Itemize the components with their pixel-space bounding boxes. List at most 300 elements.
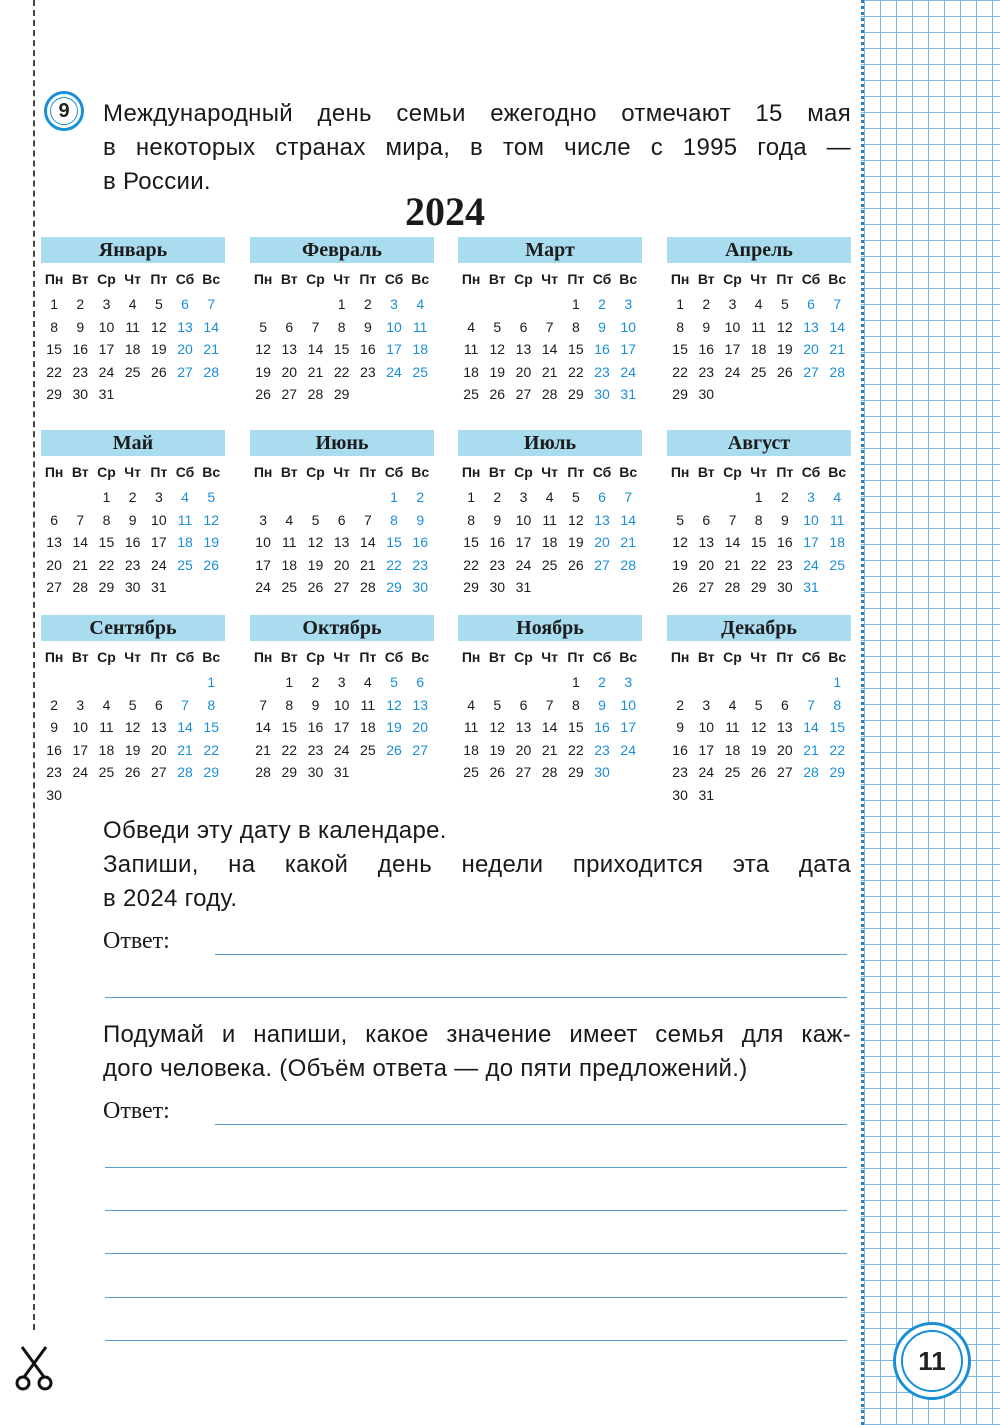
- calendar-day[interactable]: 3: [702, 696, 711, 713]
- calendar-day[interactable]: 16: [46, 741, 62, 758]
- calendar-day[interactable]: 25: [541, 556, 558, 573]
- calendar-day[interactable]: [667, 671, 693, 694]
- calendar-day[interactable]: 6: [181, 296, 189, 312]
- calendar-day[interactable]: 28: [255, 764, 271, 780]
- calendar-day[interactable]: 13: [777, 719, 793, 735]
- calendar-day[interactable]: 13: [177, 318, 193, 335]
- calendar-day[interactable]: [798, 383, 824, 406]
- calendar-day[interactable]: 11: [751, 318, 766, 335]
- calendar-day[interactable]: 7: [545, 696, 554, 713]
- calendar-day[interactable]: 23: [124, 556, 141, 573]
- calendar-day[interactable]: [355, 486, 381, 509]
- calendar-day[interactable]: [67, 784, 93, 807]
- calendar-day[interactable]: [146, 784, 172, 807]
- calendar-day[interactable]: 7: [311, 318, 320, 335]
- calendar-day[interactable]: 25: [463, 386, 479, 402]
- calendar-day[interactable]: 4: [833, 489, 842, 505]
- calendar-day[interactable]: 19: [255, 363, 271, 380]
- calendar-day[interactable]: 12: [386, 696, 402, 713]
- calendar-day[interactable]: 17: [255, 556, 271, 573]
- calendar-day[interactable]: 5: [154, 296, 163, 312]
- calendar-day[interactable]: 31: [620, 386, 636, 402]
- calendar-day[interactable]: 12: [255, 341, 271, 357]
- calendar-day[interactable]: 2: [702, 296, 711, 312]
- calendar-day[interactable]: 6: [519, 696, 528, 713]
- calendar-day[interactable]: 29: [750, 579, 767, 595]
- calendar-day[interactable]: 23: [46, 764, 62, 780]
- calendar-day[interactable]: 24: [515, 556, 532, 573]
- calendar-day[interactable]: 11: [125, 318, 140, 335]
- calendar-day[interactable]: 8: [467, 511, 475, 528]
- calendar-day[interactable]: 23: [72, 363, 89, 380]
- calendar-day[interactable]: 14: [255, 719, 271, 735]
- calendar-day[interactable]: 16: [594, 341, 610, 357]
- calendar-day[interactable]: [746, 383, 772, 406]
- calendar-day[interactable]: 26: [386, 741, 402, 758]
- calendar-day[interactable]: [719, 784, 745, 807]
- calendar-day[interactable]: 26: [489, 386, 506, 402]
- calendar-day[interactable]: [589, 576, 615, 599]
- calendar-day[interactable]: 23: [777, 556, 793, 573]
- calendar-day[interactable]: 13: [515, 341, 532, 357]
- calendar-day[interactable]: 18: [281, 556, 298, 573]
- calendar-day[interactable]: 3: [390, 296, 398, 312]
- calendar-day[interactable]: 16: [307, 719, 324, 735]
- calendar-day[interactable]: [172, 383, 198, 406]
- calendar-day[interactable]: 21: [829, 341, 845, 357]
- calendar-day[interactable]: 9: [416, 511, 425, 528]
- calendar-day[interactable]: 27: [333, 579, 350, 595]
- calendar-day[interactable]: 19: [386, 719, 402, 735]
- calendar-day[interactable]: 28: [177, 764, 193, 780]
- calendar-day[interactable]: 13: [515, 719, 532, 735]
- calendar-day[interactable]: 15: [333, 341, 350, 357]
- calendar-day[interactable]: 25: [412, 363, 428, 380]
- calendar-day[interactable]: [615, 761, 641, 784]
- calendar-day[interactable]: 31: [98, 386, 115, 402]
- calendar-day[interactable]: 25: [750, 363, 767, 380]
- calendar-day[interactable]: 14: [177, 719, 193, 735]
- calendar-day[interactable]: [719, 486, 745, 509]
- calendar-day[interactable]: 29: [672, 386, 688, 402]
- calendar-day[interactable]: 1: [833, 674, 842, 690]
- calendar-day[interactable]: 22: [672, 363, 688, 380]
- answer-line-2d[interactable]: [105, 1253, 847, 1254]
- calendar-day[interactable]: 3: [102, 296, 111, 312]
- calendar-day[interactable]: 1: [337, 296, 346, 312]
- calendar-day[interactable]: [172, 671, 198, 694]
- calendar-day[interactable]: 9: [598, 696, 606, 713]
- calendar-day[interactable]: 8: [50, 318, 58, 335]
- calendar-day[interactable]: 22: [829, 741, 845, 758]
- calendar-day[interactable]: 7: [728, 511, 737, 528]
- calendar-day[interactable]: [824, 784, 850, 807]
- calendar-day[interactable]: 12: [672, 534, 688, 550]
- calendar-day[interactable]: 28: [203, 363, 219, 380]
- calendar-day[interactable]: 24: [620, 363, 636, 380]
- calendar-day[interactable]: 10: [151, 511, 167, 528]
- calendar-day[interactable]: 19: [750, 741, 767, 758]
- calendar-day[interactable]: 6: [807, 296, 815, 312]
- calendar-day[interactable]: 5: [390, 674, 398, 690]
- calendar-day[interactable]: 4: [545, 489, 554, 505]
- calendar-day[interactable]: [250, 293, 276, 316]
- calendar-day[interactable]: 19: [777, 341, 793, 357]
- calendar-day[interactable]: 5: [493, 696, 502, 713]
- calendar-day[interactable]: 23: [360, 363, 376, 380]
- calendar-day[interactable]: 13: [46, 534, 62, 550]
- calendar-day[interactable]: 8: [571, 696, 580, 713]
- calendar-day[interactable]: 27: [803, 363, 819, 380]
- calendar-day[interactable]: 11: [725, 719, 740, 735]
- calendar-day[interactable]: 13: [594, 511, 610, 528]
- calendar-day[interactable]: 8: [390, 511, 398, 528]
- calendar-day[interactable]: 31: [151, 579, 167, 595]
- calendar-day[interactable]: 8: [754, 511, 763, 528]
- calendar-day[interactable]: [67, 486, 93, 509]
- calendar-day[interactable]: 9: [311, 696, 320, 713]
- calendar-day[interactable]: 17: [151, 534, 167, 550]
- calendar-day[interactable]: [302, 293, 328, 316]
- answer-line-1b[interactable]: [105, 997, 847, 998]
- calendar-day[interactable]: [798, 671, 824, 694]
- calendar-day[interactable]: 22: [46, 363, 62, 380]
- calendar-day[interactable]: 10: [803, 511, 819, 528]
- calendar-day[interactable]: 19: [124, 741, 141, 758]
- calendar-day[interactable]: 20: [333, 556, 350, 573]
- calendar-day[interactable]: 14: [203, 318, 219, 335]
- calendar-day[interactable]: 27: [777, 764, 793, 780]
- calendar-day[interactable]: 15: [829, 719, 845, 735]
- calendar-day[interactable]: 19: [203, 534, 219, 550]
- answer-line-2c[interactable]: [105, 1210, 847, 1211]
- calendar-day[interactable]: 9: [780, 511, 789, 528]
- calendar-day[interactable]: [250, 671, 276, 694]
- calendar-day[interactable]: 10: [72, 719, 89, 735]
- calendar-day[interactable]: 11: [360, 696, 376, 713]
- calendar-day[interactable]: 5: [493, 318, 502, 335]
- calendar-day[interactable]: [563, 576, 589, 599]
- calendar-day[interactable]: 7: [545, 318, 554, 335]
- calendar-day[interactable]: [381, 383, 407, 406]
- calendar-day[interactable]: 15: [46, 341, 62, 357]
- calendar-day[interactable]: 3: [728, 296, 737, 312]
- calendar-day[interactable]: 26: [124, 764, 141, 780]
- calendar-day[interactable]: [250, 486, 276, 509]
- calendar-day[interactable]: 24: [98, 363, 115, 380]
- calendar-day[interactable]: 13: [803, 318, 819, 335]
- calendar-day[interactable]: 15: [463, 534, 479, 550]
- calendar-day[interactable]: [302, 486, 328, 509]
- answer-line-1a[interactable]: [215, 954, 847, 955]
- calendar-day[interactable]: 21: [177, 741, 193, 758]
- calendar-day[interactable]: 28: [620, 556, 636, 573]
- calendar-day[interactable]: 1: [676, 296, 684, 312]
- calendar-day[interactable]: 29: [829, 764, 845, 780]
- calendar-day[interactable]: 8: [102, 511, 111, 528]
- calendar-day[interactable]: 2: [598, 296, 606, 312]
- calendar-day[interactable]: 26: [151, 363, 167, 380]
- calendar-day[interactable]: 21: [307, 363, 324, 380]
- calendar-day[interactable]: [93, 671, 119, 694]
- calendar-day[interactable]: 8: [833, 696, 842, 713]
- calendar-day[interactable]: 2: [780, 489, 789, 505]
- calendar-day[interactable]: 30: [489, 579, 506, 595]
- calendar-day[interactable]: 7: [76, 511, 85, 528]
- calendar-day[interactable]: 7: [181, 696, 189, 713]
- calendar-day[interactable]: 5: [754, 696, 763, 713]
- calendar-day[interactable]: 18: [541, 534, 558, 550]
- calendar-day[interactable]: 10: [255, 534, 271, 550]
- calendar-day[interactable]: 14: [829, 318, 845, 335]
- calendar-day[interactable]: 15: [203, 719, 219, 735]
- calendar-day[interactable]: 22: [463, 556, 479, 573]
- calendar-day[interactable]: 26: [255, 386, 271, 402]
- calendar-day[interactable]: 12: [124, 719, 141, 735]
- calendar-day[interactable]: 2: [128, 489, 137, 505]
- calendar-day[interactable]: 14: [724, 534, 741, 550]
- calendar-day[interactable]: 6: [337, 511, 346, 528]
- calendar-day[interactable]: 16: [360, 341, 376, 357]
- calendar-day[interactable]: 16: [72, 341, 89, 357]
- calendar-day[interactable]: 16: [124, 534, 141, 550]
- calendar-day[interactable]: 30: [594, 386, 610, 402]
- calendar-day[interactable]: 29: [333, 386, 350, 402]
- calendar-day[interactable]: 4: [467, 318, 475, 335]
- calendar-day[interactable]: 20: [594, 534, 610, 550]
- calendar-day[interactable]: 18: [463, 363, 479, 380]
- calendar-day[interactable]: [719, 671, 745, 694]
- calendar-day[interactable]: 12: [203, 511, 219, 528]
- calendar-day[interactable]: 28: [541, 386, 558, 402]
- calendar-day[interactable]: 1: [571, 674, 580, 690]
- calendar-day[interactable]: 20: [151, 741, 167, 758]
- calendar-day[interactable]: 22: [281, 741, 298, 758]
- calendar-day[interactable]: [146, 671, 172, 694]
- calendar-day[interactable]: 2: [76, 296, 85, 312]
- calendar-day[interactable]: 18: [412, 341, 428, 357]
- calendar-day[interactable]: 14: [541, 341, 558, 357]
- calendar-day[interactable]: 21: [360, 556, 376, 573]
- calendar-day[interactable]: 8: [571, 318, 580, 335]
- answer-line-2f[interactable]: [105, 1340, 847, 1341]
- calendar-day[interactable]: [772, 784, 798, 807]
- calendar-day[interactable]: 4: [754, 296, 763, 312]
- calendar-day[interactable]: 2: [50, 696, 58, 713]
- calendar-day[interactable]: 2: [493, 489, 502, 505]
- calendar-day[interactable]: 1: [285, 674, 294, 690]
- calendar-day[interactable]: 10: [333, 696, 350, 713]
- calendar-day[interactable]: 28: [803, 764, 819, 780]
- calendar-day[interactable]: 17: [386, 341, 402, 357]
- calendar-day[interactable]: 19: [307, 556, 324, 573]
- calendar-day[interactable]: [93, 784, 119, 807]
- calendar-day[interactable]: 27: [515, 764, 532, 780]
- calendar-day[interactable]: 21: [541, 741, 558, 758]
- calendar-day[interactable]: [510, 671, 536, 694]
- calendar-day[interactable]: 30: [594, 764, 610, 780]
- calendar-day[interactable]: 12: [307, 534, 324, 550]
- calendar-day[interactable]: 16: [672, 741, 688, 758]
- calendar-day[interactable]: [407, 383, 433, 406]
- calendar-day[interactable]: 26: [489, 764, 506, 780]
- calendar-day[interactable]: 9: [493, 511, 502, 528]
- calendar-day[interactable]: [120, 671, 146, 694]
- calendar-day[interactable]: [772, 383, 798, 406]
- calendar-day[interactable]: 9: [76, 318, 85, 335]
- calendar-day[interactable]: 17: [333, 719, 350, 735]
- calendar-day[interactable]: 10: [98, 318, 115, 335]
- calendar-day[interactable]: 25: [281, 579, 298, 595]
- calendar-day[interactable]: 28: [307, 386, 324, 402]
- calendar-day[interactable]: 11: [177, 511, 193, 528]
- calendar-day[interactable]: 30: [412, 579, 428, 595]
- calendar-day[interactable]: 3: [624, 674, 633, 690]
- calendar-day[interactable]: [172, 784, 198, 807]
- calendar-day[interactable]: 4: [285, 511, 294, 528]
- calendar-day[interactable]: 28: [829, 363, 845, 380]
- calendar-day[interactable]: 17: [620, 341, 636, 357]
- calendar-day[interactable]: 4: [416, 296, 425, 312]
- answer-line-2b[interactable]: [105, 1167, 847, 1168]
- calendar-day[interactable]: 3: [337, 674, 346, 690]
- calendar-day[interactable]: 7: [624, 489, 633, 505]
- calendar-day[interactable]: 24: [333, 741, 350, 758]
- calendar-day[interactable]: 16: [594, 719, 610, 735]
- calendar-day[interactable]: 15: [750, 534, 767, 550]
- calendar-day[interactable]: 4: [181, 489, 189, 505]
- calendar-day[interactable]: [824, 383, 850, 406]
- calendar-day[interactable]: [746, 784, 772, 807]
- calendar-day[interactable]: 24: [255, 579, 271, 595]
- calendar-day[interactable]: 13: [151, 719, 167, 735]
- calendar-day[interactable]: 5: [128, 696, 137, 713]
- calendar-day[interactable]: 25: [98, 764, 115, 780]
- calendar-day[interactable]: 12: [750, 719, 767, 735]
- calendar-day[interactable]: 15: [386, 534, 402, 550]
- calendar-day[interactable]: 14: [620, 511, 636, 528]
- calendar-day[interactable]: 14: [541, 719, 558, 735]
- calendar-day[interactable]: 18: [177, 534, 193, 550]
- calendar-day[interactable]: 3: [154, 489, 163, 505]
- calendar-day[interactable]: 11: [412, 318, 428, 335]
- calendar-day[interactable]: 8: [285, 696, 294, 713]
- calendar-day[interactable]: [198, 576, 224, 599]
- calendar-day[interactable]: [458, 671, 484, 694]
- answer-line-2e[interactable]: [105, 1297, 847, 1298]
- calendar-day[interactable]: 9: [702, 318, 711, 335]
- calendar-day[interactable]: 29: [281, 764, 298, 780]
- calendar-day[interactable]: 12: [777, 318, 793, 335]
- calendar-day[interactable]: 22: [568, 363, 584, 380]
- calendar-day[interactable]: 20: [515, 363, 532, 380]
- calendar-day[interactable]: 22: [333, 363, 350, 380]
- calendar-day[interactable]: [41, 671, 67, 694]
- calendar-day[interactable]: 15: [98, 534, 115, 550]
- calendar-day[interactable]: 6: [416, 674, 425, 690]
- calendar-day[interactable]: 20: [777, 741, 793, 758]
- calendar-day[interactable]: 25: [829, 556, 845, 573]
- calendar-day[interactable]: 25: [360, 741, 376, 758]
- calendar-day[interactable]: 29: [203, 764, 219, 780]
- calendar-day[interactable]: 29: [568, 386, 584, 402]
- calendar-day[interactable]: 20: [412, 719, 428, 735]
- calendar-day[interactable]: [824, 576, 850, 599]
- calendar-day[interactable]: 18: [98, 741, 115, 758]
- calendar-day[interactable]: 24: [151, 556, 167, 573]
- calendar-day[interactable]: 6: [519, 318, 528, 335]
- calendar-day[interactable]: 11: [99, 719, 114, 735]
- calendar-day[interactable]: 27: [698, 579, 715, 595]
- calendar-day[interactable]: 27: [151, 764, 167, 780]
- calendar-day[interactable]: 2: [311, 674, 320, 690]
- calendar-day[interactable]: 8: [676, 318, 684, 335]
- calendar-day[interactable]: 21: [203, 341, 219, 357]
- calendar-day[interactable]: 21: [541, 363, 558, 380]
- calendar-day[interactable]: 15: [568, 341, 584, 357]
- calendar-day[interactable]: 23: [412, 556, 428, 573]
- calendar-day[interactable]: [458, 293, 484, 316]
- calendar-day[interactable]: 1: [571, 296, 580, 312]
- calendar-day[interactable]: [198, 383, 224, 406]
- calendar-day[interactable]: 30: [46, 786, 62, 803]
- calendar-day[interactable]: [719, 383, 745, 406]
- calendar-day[interactable]: 31: [698, 786, 715, 803]
- calendar-day[interactable]: 4: [102, 696, 111, 713]
- calendar-day[interactable]: 29: [46, 386, 62, 402]
- calendar-day[interactable]: 9: [598, 318, 606, 335]
- calendar-day[interactable]: 24: [724, 363, 741, 380]
- answer-line-2a[interactable]: [215, 1124, 847, 1125]
- calendar-day[interactable]: 27: [412, 741, 428, 758]
- calendar-day[interactable]: 7: [207, 296, 216, 312]
- calendar-day[interactable]: 24: [620, 741, 636, 758]
- calendar-day[interactable]: 25: [463, 764, 479, 780]
- calendar-day[interactable]: 7: [807, 696, 815, 713]
- calendar-day[interactable]: 13: [412, 696, 428, 713]
- calendar-day[interactable]: 9: [50, 719, 58, 735]
- calendar-day[interactable]: 9: [128, 511, 137, 528]
- calendar-day[interactable]: 16: [412, 534, 428, 550]
- calendar-day[interactable]: 9: [676, 719, 684, 735]
- calendar-day[interactable]: [198, 784, 224, 807]
- calendar-day[interactable]: 5: [207, 489, 216, 505]
- calendar-day[interactable]: 16: [777, 534, 793, 550]
- calendar-day[interactable]: [772, 671, 798, 694]
- calendar-day[interactable]: 26: [568, 556, 584, 573]
- calendar-day[interactable]: 17: [515, 534, 532, 550]
- calendar-day[interactable]: 26: [750, 764, 767, 780]
- calendar-day[interactable]: [667, 486, 693, 509]
- calendar-day[interactable]: 26: [203, 556, 219, 573]
- calendar-day[interactable]: [381, 761, 407, 784]
- calendar-day[interactable]: 19: [489, 741, 506, 758]
- calendar-day[interactable]: 28: [541, 764, 558, 780]
- calendar-day[interactable]: 23: [489, 556, 506, 573]
- calendar-day[interactable]: [537, 671, 563, 694]
- calendar-day[interactable]: 27: [594, 556, 610, 573]
- calendar-day[interactable]: 24: [698, 764, 715, 780]
- calendar-day[interactable]: 1: [467, 489, 475, 505]
- calendar-day[interactable]: 27: [515, 386, 532, 402]
- calendar-day[interactable]: [355, 383, 381, 406]
- calendar-day[interactable]: 4: [467, 696, 475, 713]
- calendar-day[interactable]: 12: [151, 318, 167, 335]
- calendar-day[interactable]: 10: [620, 318, 636, 335]
- calendar-day[interactable]: 25: [177, 556, 193, 573]
- calendar-day[interactable]: 17: [724, 341, 741, 357]
- calendar-day[interactable]: 13: [333, 534, 350, 550]
